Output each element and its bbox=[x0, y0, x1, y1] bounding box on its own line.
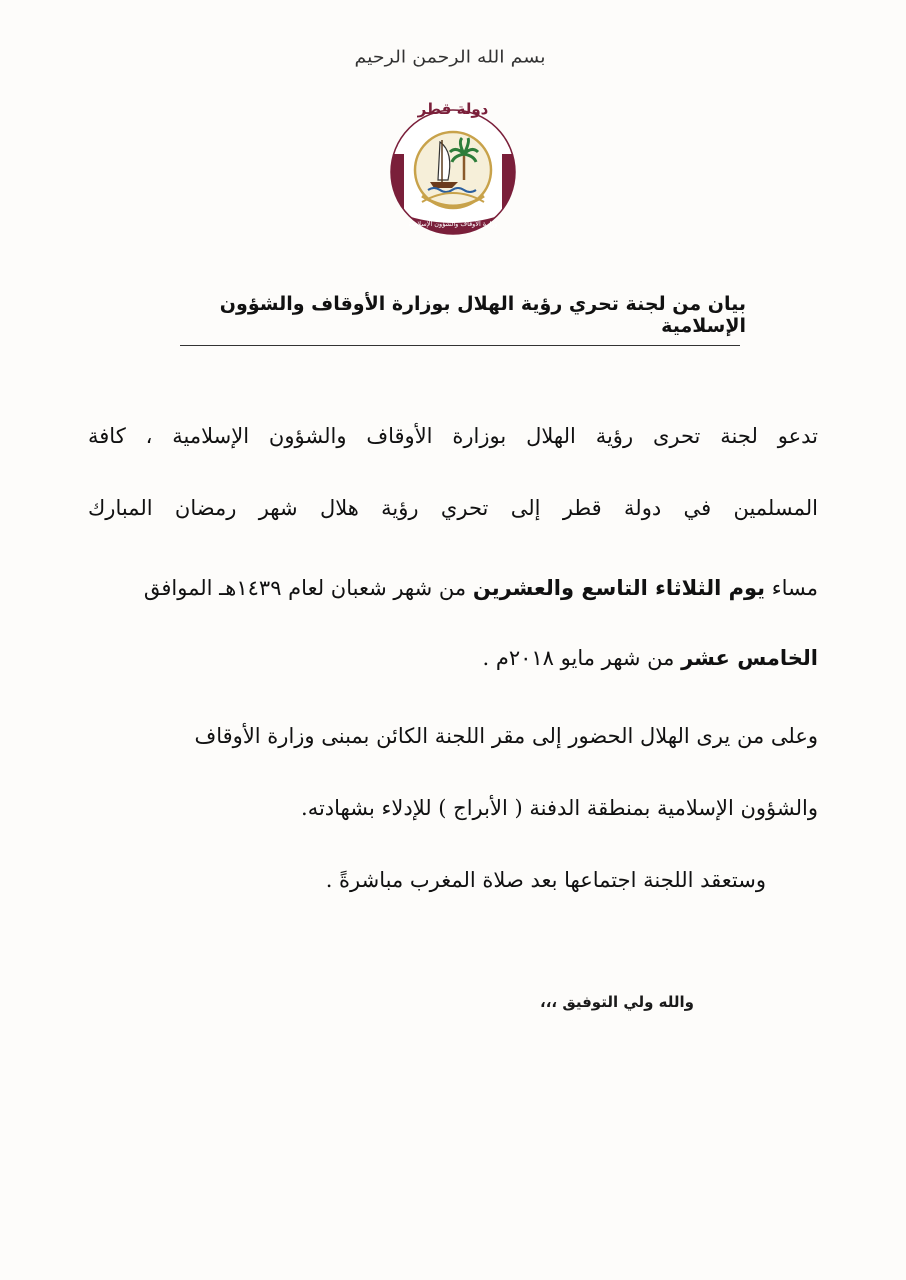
date-gregorian-bold: الخامس عشر bbox=[681, 646, 818, 670]
qatar-state-emblem-icon bbox=[378, 92, 528, 242]
heading-underline bbox=[180, 345, 740, 346]
emblem-top-text: دولة قطر bbox=[417, 100, 489, 118]
body-line-7: وستعقد اللجنة اجتماعها بعد صلاة المغرب مباشرةً . bbox=[325, 868, 766, 892]
basmala: بسم الله الرحمن الرحيم bbox=[354, 47, 546, 67]
line3-prefix: مساء bbox=[771, 576, 818, 600]
statement-heading: بيان من لجنة تحري رؤية الهلال بوزارة الأوقاف والشؤون الإسلامية bbox=[219, 293, 746, 337]
body-line-2: المسلمين في دولة قطر إلى تحري رؤية هلال شهر رمضان المبارك bbox=[88, 496, 818, 520]
body-line-5: وعلى من يرى الهلال الحضور إلى مقر اللجنة الكائن بمبنى وزارة الأوقاف bbox=[194, 724, 818, 748]
closing-phrase: والله ولي التوفيق ،،، bbox=[540, 993, 694, 1011]
emblem-ring-text: وزارة الأوقاف والشؤون الإسلامية bbox=[408, 220, 498, 228]
body-line-4 bbox=[88, 646, 818, 670]
line3-suffix: من شهر شعبان لعام ١٤٣٩هـ الموافق bbox=[143, 576, 467, 600]
body-line-6: والشؤون الإسلامية بمنطقة الدفنة ( الأبراج ) للإدلاء بشهادته. bbox=[301, 796, 818, 820]
line4-suffix: من شهر مايو ٢٠١٨م . bbox=[482, 646, 675, 670]
body-line-3 bbox=[88, 576, 818, 600]
date-day-bold: يوم الثلاثاء التاسع والعشرين bbox=[472, 576, 766, 600]
body-line-1: تدعو لجنة تحرى رؤية الهلال بوزارة الأوقاف والشؤون الإسلامية ، كافة bbox=[88, 424, 818, 448]
